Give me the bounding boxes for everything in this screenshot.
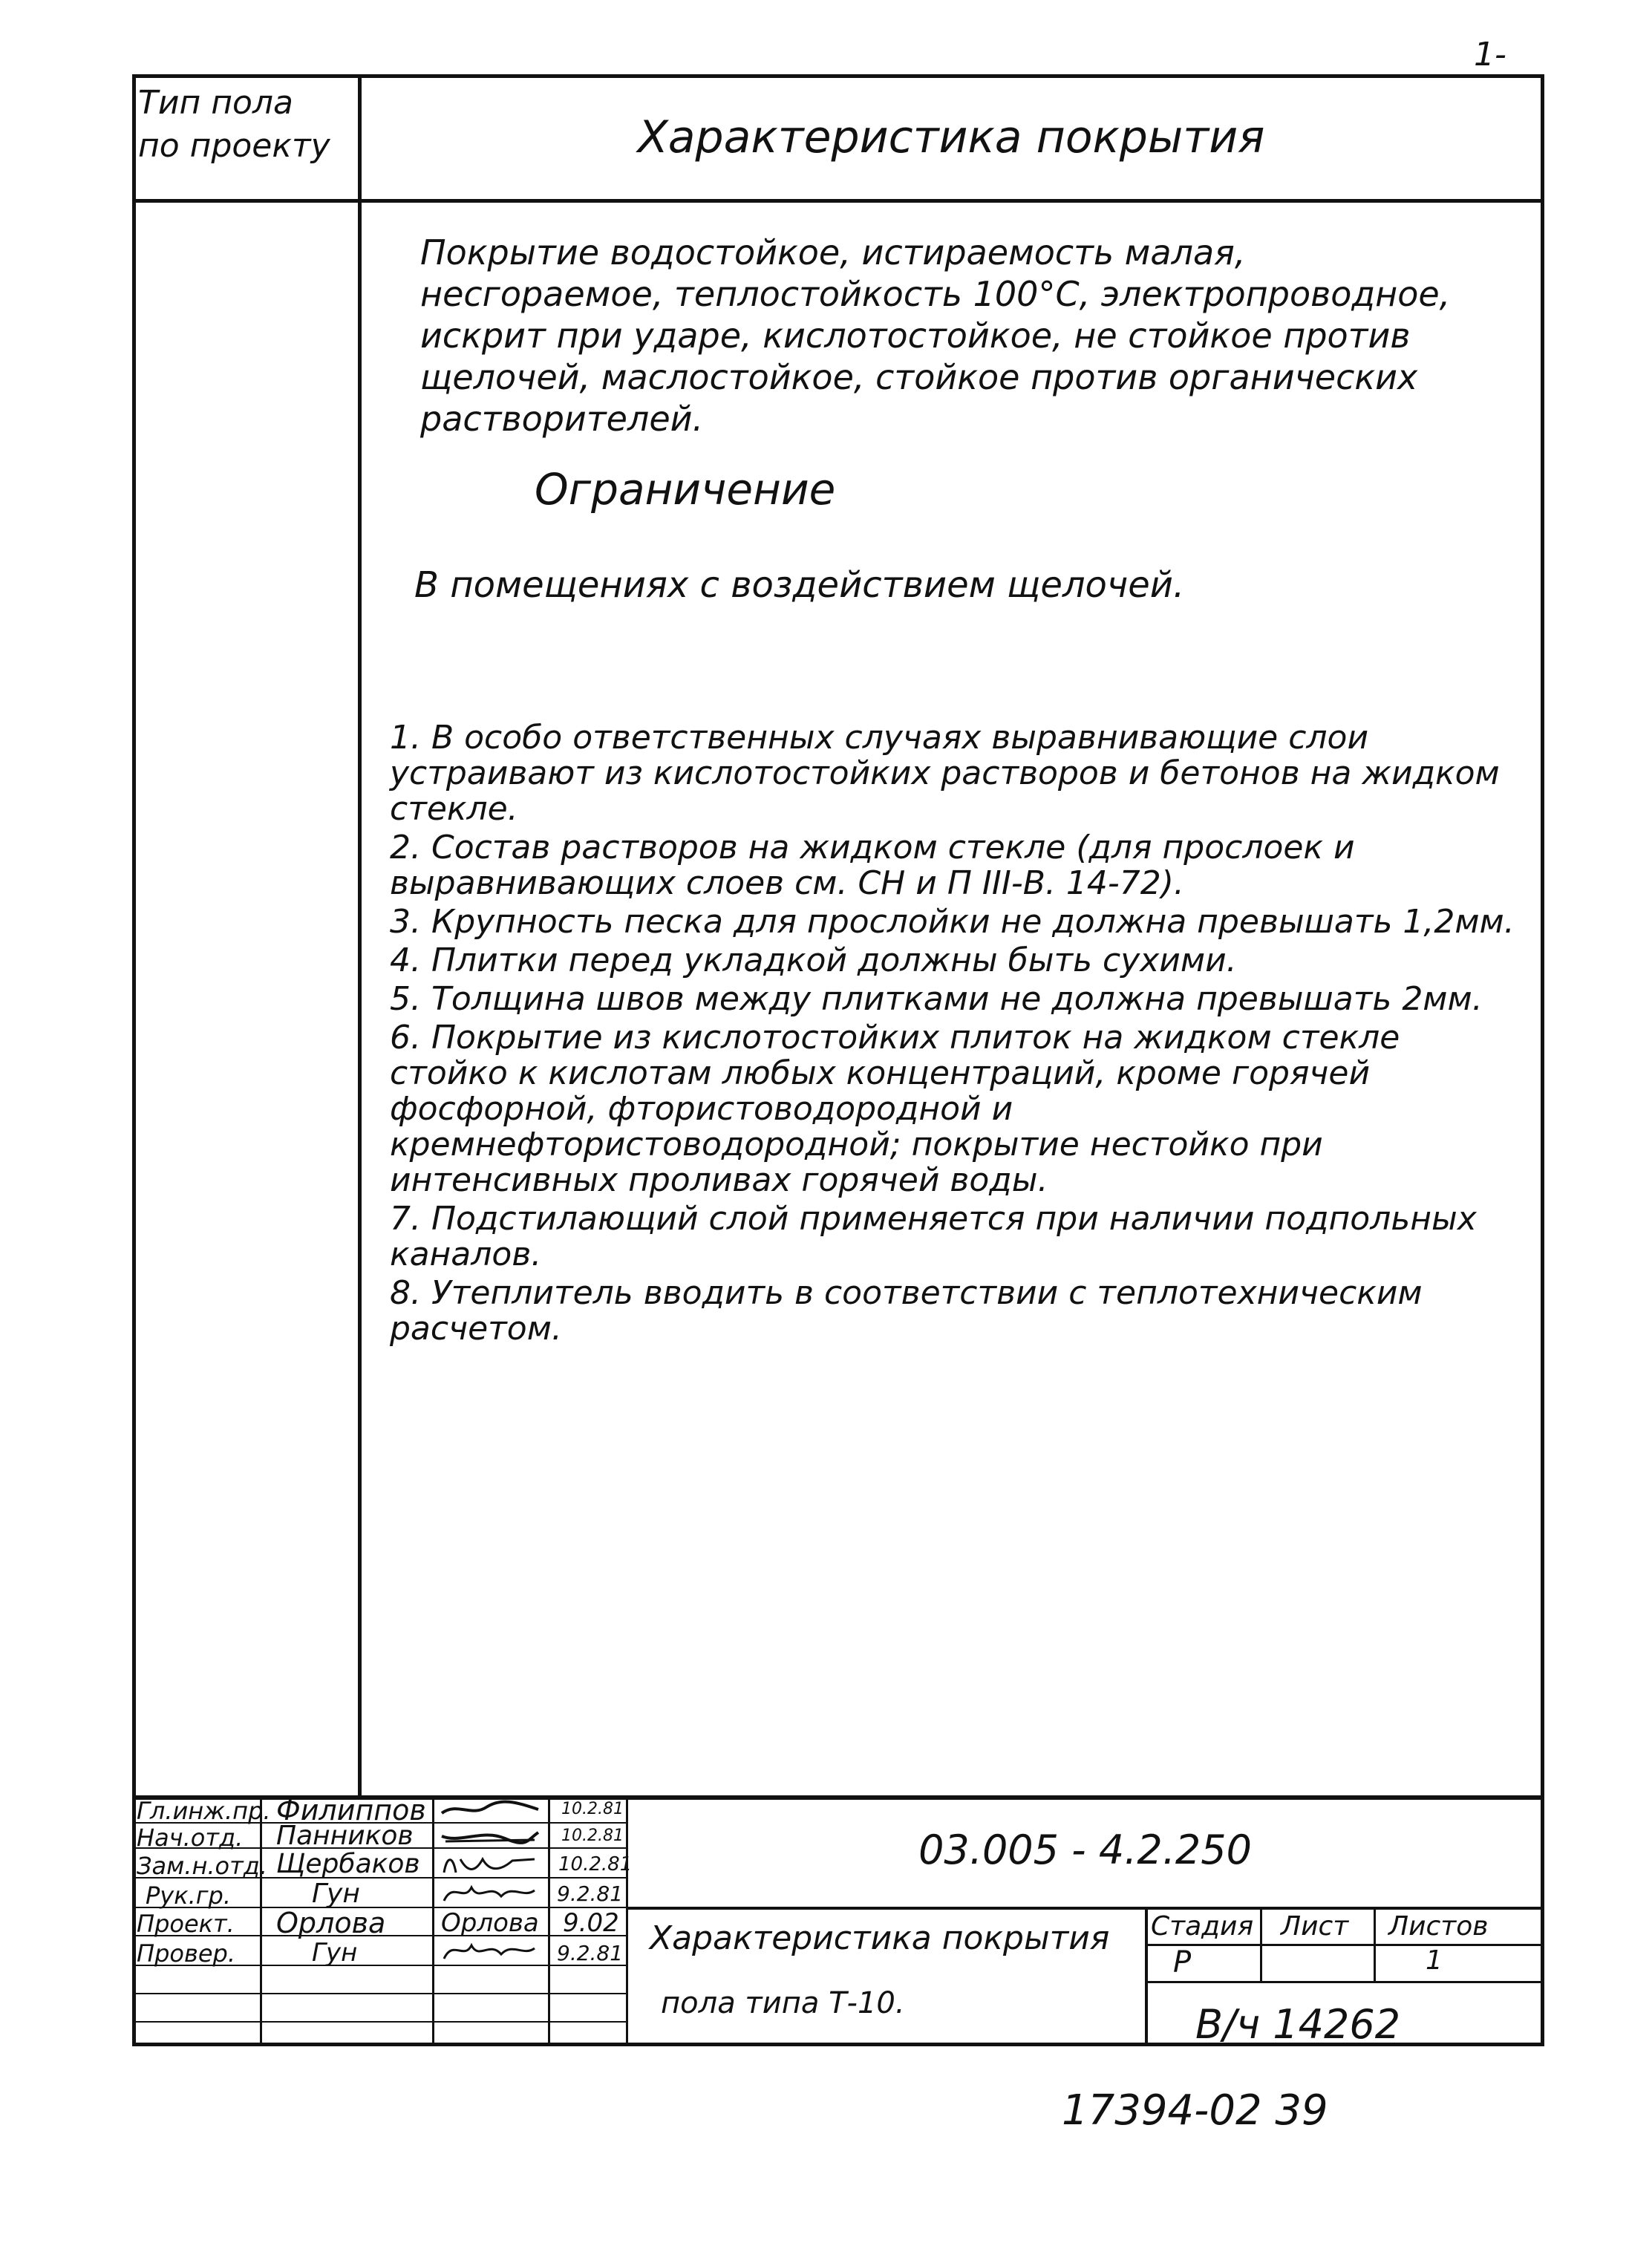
sheet-label: Лист xyxy=(1281,1911,1349,1942)
sheets-label: Листов xyxy=(1388,1911,1489,1942)
note-item: 8. Утеплитель вводить в соответствии с теплотехническим расчетом. xyxy=(390,1274,1423,1348)
sheet-title-line-1: Характеристика покрытия xyxy=(650,1919,1110,1957)
footer-archive-number: 17394-02 39 xyxy=(1062,2086,1328,2135)
signature-orlova: Орлова xyxy=(441,1908,539,1938)
coating-description: Покрытие водостойкое, истираемость малая, несгораемое, теплостойкость 100°С, электропроводное, искрит при ударе, кислотостойкое, не стойкое против щелочей, маслостойкое, стойкое против органических растворителей. xyxy=(420,232,1451,439)
note-item: 3. Крупность песка для прослойки не должна превышать 1,2мм. xyxy=(390,903,1515,941)
date-cell: 10.2.81 xyxy=(558,1853,633,1876)
sheet-title-line-2: пола типа Т-10. xyxy=(661,1986,905,2020)
stage-value-line xyxy=(1145,1981,1544,1983)
title-block-col-line xyxy=(260,1795,262,2045)
title-block-row-line xyxy=(132,1993,626,1994)
title-block-col-line xyxy=(432,1795,434,2045)
header-divider xyxy=(132,199,1544,203)
name-cell: Щербаков xyxy=(276,1849,420,1879)
title-block-col-line xyxy=(548,1795,550,2045)
signature-filippov xyxy=(438,1798,542,1821)
date-cell: 10.2.81 xyxy=(561,1800,624,1818)
sheets-value: 1 xyxy=(1426,1945,1443,1976)
date-cell: 10.2.81 xyxy=(561,1827,624,1845)
note-item: 7. Подстилающий слой применяется при наличии подпольных каналов. xyxy=(390,1200,1477,1273)
note-item: 2. Состав растворов на жидком стекле (для прослоек и выравнивающих слоев см. СН и П III-В. 14-72). xyxy=(390,829,1355,902)
title-block-row-line xyxy=(132,2021,626,2023)
title-block-mid-line xyxy=(626,1907,1544,1910)
role-cell: Нач.отд. xyxy=(137,1824,244,1852)
role-cell: Гл.инж.пр. xyxy=(137,1797,271,1825)
date-cell: 9.2.81 xyxy=(557,1881,624,1906)
signature-scherbakov xyxy=(438,1852,542,1876)
note-item: 4. Плитки перед укладкой должны быть сухими. xyxy=(390,941,1237,979)
name-cell: Гун xyxy=(312,1938,358,1968)
note-item: 6. Покрытие из кислотостойких плиток на жидком стекле стойко к кислотам любых концентраций, кроме горячей фосфорной, фтористоводородной и кремнефтористоводородной; покрытие нестойко при интенсивных проливах горячей воды. xyxy=(390,1019,1400,1199)
date-cell: 9.2.81 xyxy=(557,1941,624,1965)
name-cell: Панников xyxy=(276,1821,414,1851)
signature-pannikov xyxy=(438,1825,542,1847)
name-cell: Филиппов xyxy=(276,1794,426,1827)
limitation-title: Ограничение xyxy=(535,464,836,515)
limitation-text: В помещениях с воздействием щелочей. xyxy=(414,564,1185,606)
title-block-right-divider xyxy=(1145,1907,1148,2046)
date-cell: 9.02 xyxy=(563,1908,619,1938)
floor-type-header: Тип пола по проекту xyxy=(138,84,330,165)
stage-col-line xyxy=(1260,1907,1262,1981)
note-item: 5. Толщина швов между плитками не должна превышать 2мм. xyxy=(390,980,1483,1018)
corner-mark: 1- xyxy=(1474,36,1506,74)
column-divider xyxy=(358,74,362,1797)
name-cell: Гун xyxy=(312,1878,360,1909)
role-cell: Проект. xyxy=(137,1910,235,1938)
document-code: 03.005 - 4.2.250 xyxy=(918,1827,1252,1873)
signature-gun xyxy=(438,1880,542,1905)
signature-gun-check xyxy=(438,1938,542,1963)
coating-characteristics-header: Характеристика покрытия xyxy=(637,111,1265,163)
organization-code: В/ч 14262 xyxy=(1195,2001,1401,2048)
stage-header-line xyxy=(1145,1944,1544,1946)
stage-value: Р xyxy=(1173,1945,1192,1979)
notes-list xyxy=(390,720,1518,1350)
role-cell: Провер. xyxy=(137,1939,235,1968)
role-cell: Рук.гр. xyxy=(146,1881,232,1910)
stage-col-line xyxy=(1374,1907,1376,1981)
stage-label: Стадия xyxy=(1151,1911,1254,1942)
name-cell: Орлова xyxy=(276,1907,386,1939)
note-item: 1. В особо ответственных случаях выравнивающие слои устраивают из кислотостойких растворов и бетонов на жидком стекле. xyxy=(390,719,1500,828)
role-cell: Зам.н.отд. xyxy=(137,1852,268,1880)
